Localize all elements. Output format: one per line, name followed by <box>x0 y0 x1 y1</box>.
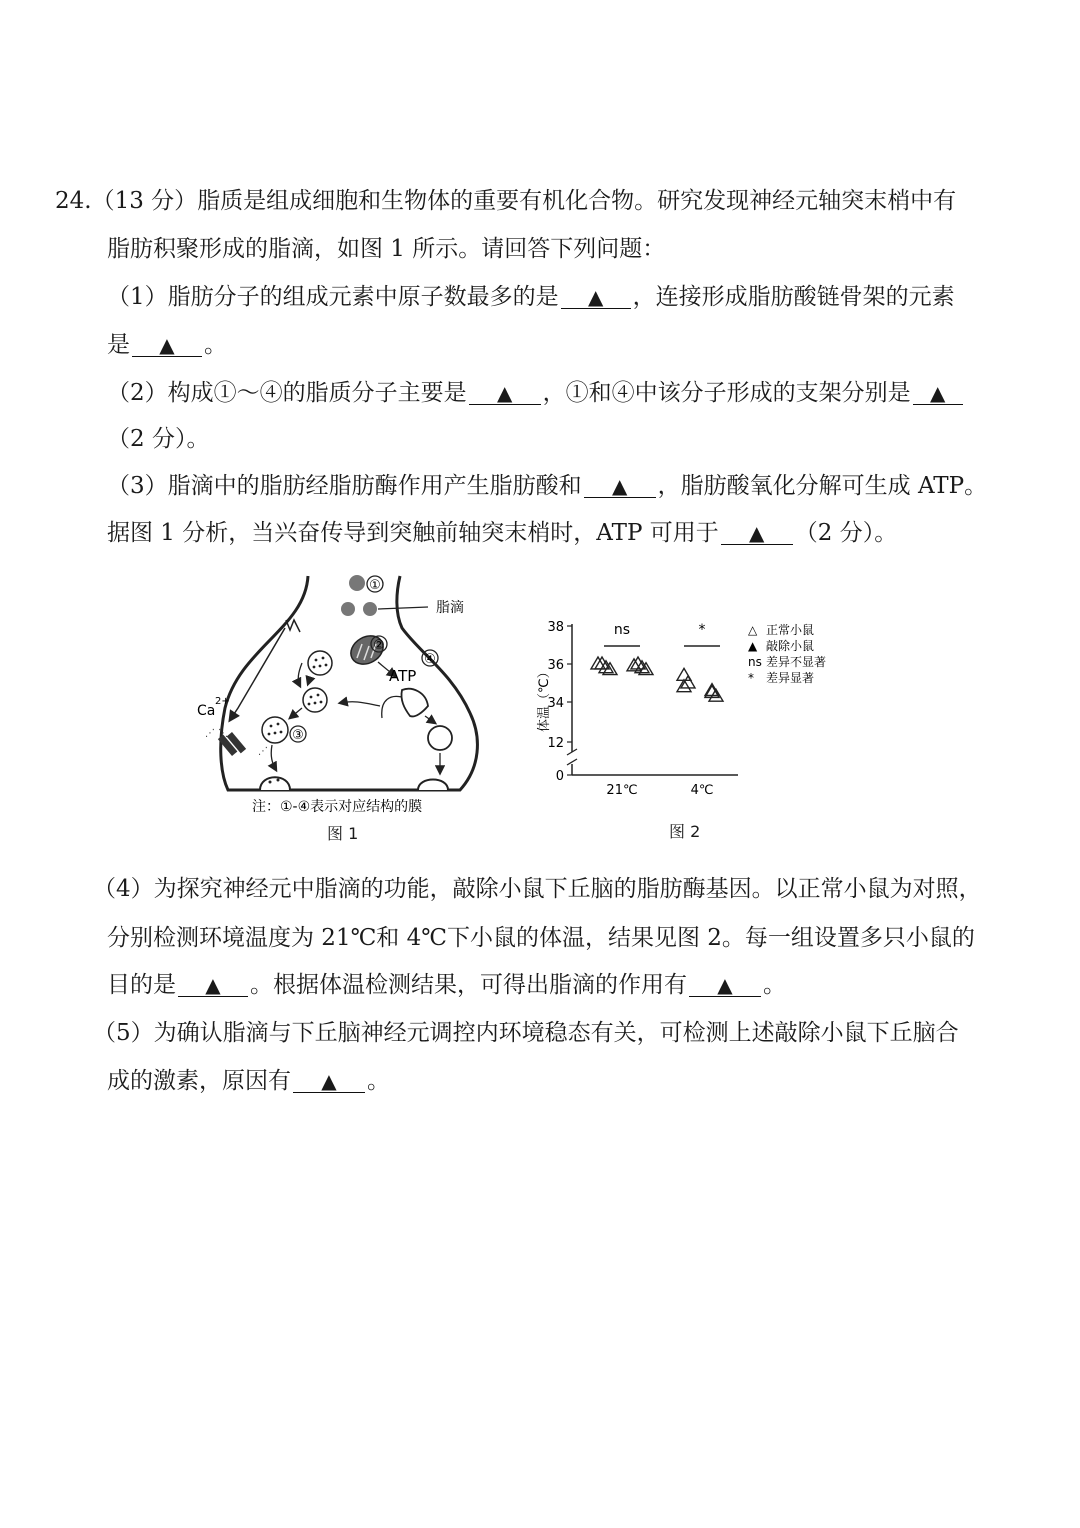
answer-blank-4b[interactable]: ▲ <box>689 974 761 997</box>
legend-symbol: ▲ <box>748 639 758 653</box>
legend-symbol: △ <box>748 623 758 637</box>
legend-symbol: ns <box>748 655 762 669</box>
y-tick-label: 12 <box>547 736 564 751</box>
question-intro-line1 <box>55 186 956 216</box>
part1-line1 <box>107 282 955 312</box>
answer-blank-3a[interactable]: ▲ <box>584 475 656 498</box>
part3-text-c: 据图 1 分析，当兴奋传导到突触前轴突末梢时，ATP 可用于 <box>107 520 719 546</box>
y-axis-label: 体温（℃） <box>537 665 552 732</box>
part4-text-e: 。 <box>763 972 786 998</box>
answer-blank-2b[interactable]: ▲ <box>913 382 963 405</box>
part4-text-b: 分别检测环境温度为 21℃和 4℃下小鼠的体温，结果见图 2。每一组设置多只小鼠的 <box>107 925 975 951</box>
figure1-caption: 图 1 <box>327 824 359 843</box>
legend-label: 敲除小鼠 <box>766 639 815 653</box>
part5-text-b: 成的激素，原因有 <box>107 1068 291 1094</box>
part4-text-a: （4）为探究神经元中脂滴的功能，敲除小鼠下丘脑的脂肪酶基因。以正常小鼠为对照， <box>93 876 982 902</box>
lipid-droplet-2 <box>341 602 355 616</box>
part3-text-d: （2 分）。 <box>794 520 898 546</box>
legend-label: 差异显著 <box>766 671 815 685</box>
label-2: ② <box>373 638 385 653</box>
lipid-droplet-1 <box>349 575 365 591</box>
part3-line2 <box>107 518 897 548</box>
answer-blank-3b[interactable]: ▲ <box>721 522 793 545</box>
lipid-droplet-3 <box>363 602 377 616</box>
part4-line1 <box>93 874 982 904</box>
fused-vesicle-right <box>418 780 448 791</box>
figure2-caption: 图 2 <box>669 822 701 841</box>
part2-text-c: （2 分）。 <box>107 426 210 452</box>
figure2-temperature-chart <box>530 612 840 802</box>
y-tick-label: 34 <box>547 696 564 711</box>
figure1-synapse-diagram <box>190 568 500 820</box>
figure1-note: 注：①-④表示对应结构的膜 <box>252 799 423 815</box>
label-4: ④ <box>424 652 436 667</box>
y-tick-label: 0 <box>555 769 564 784</box>
intro-text-1: 24.（13 分）脂质是组成细胞和生物体的重要有机化合物。研究发现神经元轴突末梢中有 <box>55 188 957 214</box>
part2-text-b: ，①和④中该分子形成的支架分别是 <box>542 380 911 406</box>
endocytic-vesicle <box>401 689 428 717</box>
part1-text-b: ，连接形成脂肪酸链骨架的元素 <box>632 284 955 310</box>
svg-text:⋰: ⋰ <box>258 746 268 757</box>
synaptic-vesicle-2 <box>303 688 327 712</box>
answer-blank-1b[interactable]: ▲ <box>132 334 202 357</box>
answer-blank-4a[interactable]: ▲ <box>178 974 248 997</box>
label-calcium: Ca <box>197 703 216 719</box>
significance-label: ns <box>613 622 631 638</box>
label-calcium-charge: 2+ <box>215 696 230 707</box>
part5-text-c: 。 <box>367 1068 390 1094</box>
chart-axes <box>536 620 738 798</box>
part1-text-c: 是 <box>107 332 130 358</box>
answer-blank-2a[interactable]: ▲ <box>469 382 541 405</box>
part4-text-c: 目的是 <box>107 972 176 998</box>
recycled-vesicle <box>428 726 452 750</box>
fusing-vesicle <box>260 777 290 790</box>
part2-text-a: （2）构成①～④的脂质分子主要是 <box>107 380 467 406</box>
part1-line2 <box>107 330 227 360</box>
part4-line3 <box>107 970 786 1000</box>
svg-text:⋰ ⋱: ⋰ ⋱ <box>205 728 229 739</box>
part5-line1 <box>93 1018 959 1048</box>
legend-label: 差异不显著 <box>766 655 827 669</box>
x-tick-label: 21℃ <box>606 783 638 798</box>
part3-text-b: ，脂肪酸氧化分解可生成 ATP。 <box>657 473 988 499</box>
chart-legend <box>748 622 826 685</box>
part3-text-a: （3）脂滴中的脂肪经脂肪酶作用产生脂肪酸和 <box>107 473 582 499</box>
label-lipid-droplet: 脂滴 <box>436 600 464 616</box>
answer-blank-1a[interactable]: ▲ <box>561 286 631 309</box>
y-tick-label: 36 <box>547 658 564 673</box>
label-3: ③ <box>292 728 304 743</box>
x-tick-label: 4℃ <box>690 783 714 798</box>
part1-text-a: （1）脂肪分子的组成元素中原子数最多的是 <box>107 284 559 310</box>
legend-label: 正常小鼠 <box>766 623 815 637</box>
part2-line1 <box>107 378 965 408</box>
legend-symbol: * <box>748 671 754 685</box>
synaptic-vesicle-3 <box>262 717 288 743</box>
part5-line2 <box>107 1066 390 1096</box>
synaptic-vesicle-1 <box>308 651 332 675</box>
part5-text-a: （5）为确认脂滴与下丘脑神经元调控内环境稳态有关，可检测上述敲除小鼠下丘脑合 <box>93 1020 959 1046</box>
significance-label: * <box>698 622 706 638</box>
intro-text-2: 脂肪积聚形成的脂滴，如图 1 所示。请回答下列问题： <box>107 236 666 262</box>
part4-text-d: 。根据体温检测结果，可得出脂滴的作用有 <box>250 972 687 998</box>
chart-marks <box>591 657 723 701</box>
answer-blank-5[interactable]: ▲ <box>293 1070 365 1093</box>
part4-line2 <box>107 923 975 953</box>
part3-line1 <box>107 471 987 501</box>
label-atp: ATP <box>389 667 417 685</box>
question-intro-line2 <box>107 234 665 264</box>
part2-line2 <box>107 424 209 454</box>
y-tick-label: 38 <box>547 620 564 635</box>
part1-text-d: 。 <box>204 332 227 358</box>
label-1: ① <box>369 578 381 593</box>
